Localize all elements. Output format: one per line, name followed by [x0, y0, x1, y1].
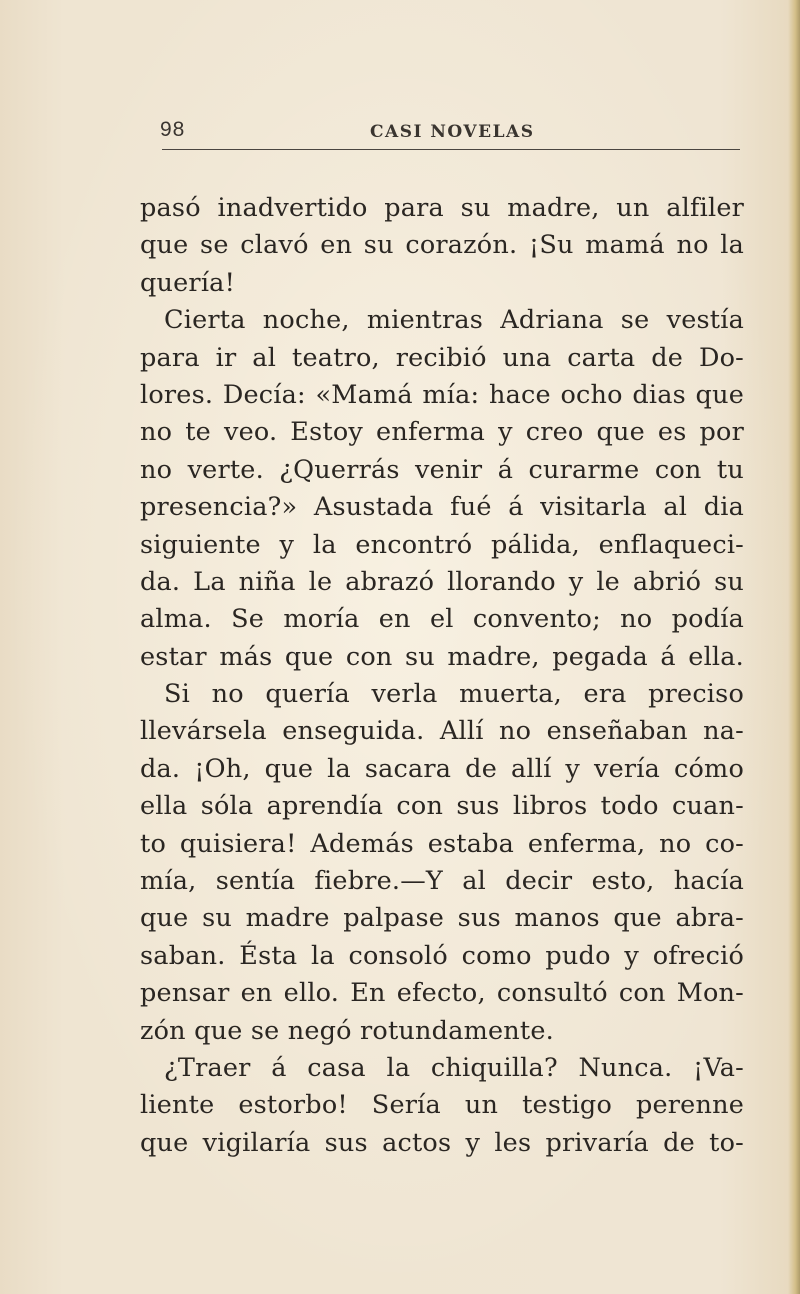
- page-header: [140, 118, 740, 148]
- text-line: alma. Se moría en el convento; no podía: [140, 604, 744, 635]
- text-line: da. ¡Oh, que la sacara de allí y vería cómo: [140, 753, 744, 784]
- text-line: quería!: [140, 267, 236, 298]
- text-line: to quisiera! Además estaba enferma, no co-: [140, 828, 744, 859]
- text-line: que se clavó en su corazón. ¡Su mamá no la: [140, 230, 744, 261]
- text-line: Si no quería verla muerta, era preciso: [164, 679, 744, 710]
- body-text: [140, 190, 744, 1162]
- text-line: ella sóla aprendía con sus libros todo cuan-: [140, 791, 744, 822]
- text-line: que vigilaría sus actos y les privaría de to-: [140, 1127, 744, 1158]
- text-line: saban. Ésta la consoló como pudo y ofreció: [140, 940, 744, 971]
- text-line: presencia?» Asustada fué á visitarla al dia: [140, 492, 744, 523]
- text-line: lores. Decía: «Mamá mía: hace ocho dias que: [140, 379, 744, 410]
- text-line: mía, sentía fiebre.—Y al decir esto, hacía: [140, 866, 744, 897]
- text-line: que su madre palpase sus manos que abra-: [140, 903, 744, 934]
- page-number: 98: [160, 118, 186, 141]
- text-line: ¿Traer á casa la chiquilla? Nunca. ¡Va-: [164, 1052, 744, 1083]
- text-line: pensar en ello. En efecto, consultó con Mon-: [140, 978, 744, 1009]
- text-line: zón que se negó rotundamente.: [140, 1015, 554, 1046]
- page-edge-shadow: [788, 0, 800, 1294]
- header-rule: [162, 149, 740, 150]
- running-head: CASI NOVELAS: [370, 122, 535, 142]
- text-line: no verte. ¿Querrás venir á curarme con tu: [140, 454, 744, 485]
- text-line: liente estorbo! Sería un testigo perenne: [140, 1090, 744, 1121]
- text-line: Cierta noche, mientras Adriana se vestía: [164, 305, 744, 336]
- text-line: estar más que con su madre, pegada á ella.: [140, 641, 744, 672]
- text-line: pasó inadvertido para su madre, un alfiler: [140, 193, 744, 223]
- text-line: para ir al teatro, recibió una carta de Do-: [140, 342, 744, 373]
- text-line: siguiente y la encontró pálida, enflaqueci-: [140, 529, 744, 560]
- text-line: llevársela enseguida. Allí no enseñaban na-: [140, 716, 744, 747]
- text-line: da. La niña le abrazó llorando y le abrió su: [140, 566, 744, 597]
- text-line: no te veo. Estoy enferma y creo que es por: [140, 417, 744, 448]
